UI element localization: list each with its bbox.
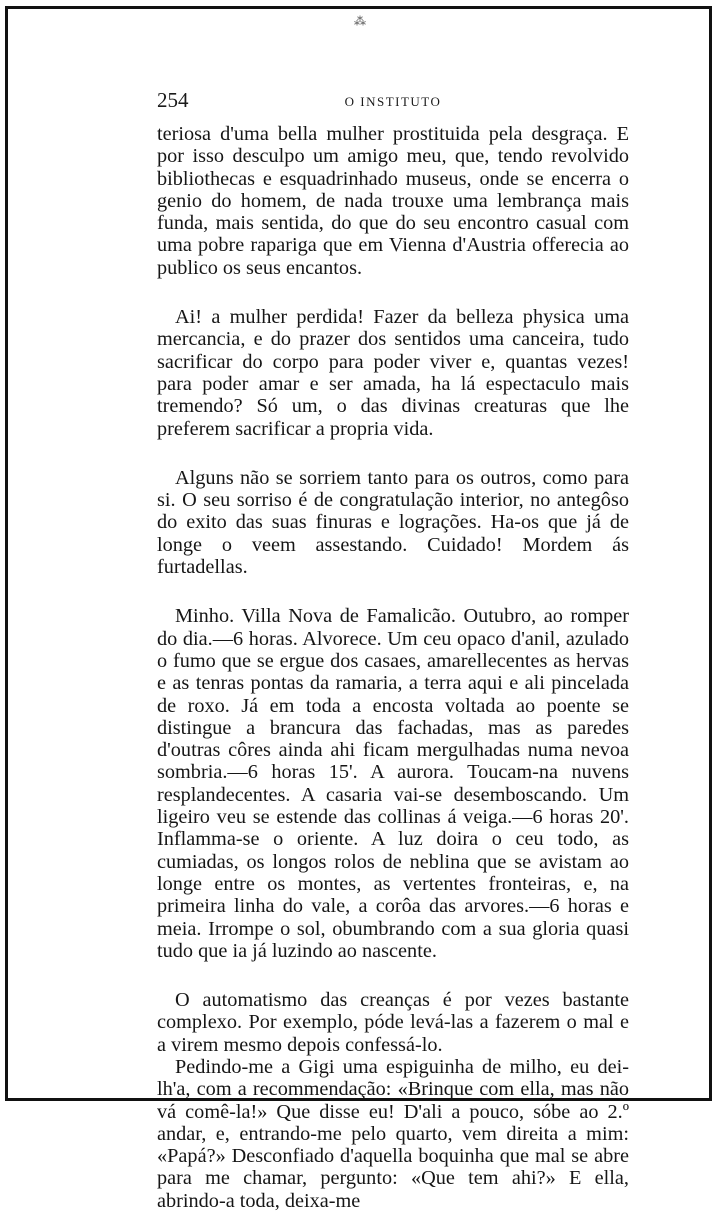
section-gap [157,962,629,989]
top-mark: ⁂ [354,14,366,28]
paragraph: teriosa d'uma bella mulher prostituida pela desgraça. E por isso desculpo um amigo meu, que, tendo revolvido bibliothecas e esquadrinhado museus, onde se encerra o genio do homem, de nada trouxe uma lembrança mais funda, mais sentida, do que do seu encontro casual com uma pobre rapariga que em Vienna d'Austria offerecia ao publico os seus encantos. [157,123,629,279]
paragraph: O automatismo das creanças é por vezes bastante complexo. Por exemplo, póde levá-las a fazerem o mal e a virem mesmo depois confessá-lo. [157,989,629,1056]
paragraph: Minho. Villa Nova de Famalicão. Outubro, ao romper do dia.—6 horas. Alvorece. Um ceu opaco d'anil, azulado o fumo que se ergue dos casaes, amarellecentes as hervas e as tenras pontas da ramaria, a terra aqui e ali pincelada de roxo. Já em toda a encosta voltada ao poente se distingue a brancura das fachadas, mas as paredes d'outras côres ainda ahi ficam mergulhadas numa nevoa sombria.—6 horas 15'. A aurora. Toucam-na nuvens resplandecentes. A casaria vai-se desemboscando. Um ligeiro veu se estende das collinas á veiga.—6 horas 20'. Inflamma-se o oriente. A luz doira o ceu todo, as cumiadas, os longos rolos de neblina que se avistam ao longe entre os montes, as vertentes fronteiras, e, na primeira linha do vale, a corôa das arvores.—6 horas e meia. Irrompe o sol, obumbrando com a sua gloria quasi tudo que ia já luzindo ao nascente. [157,605,629,962]
section-gap [157,440,629,467]
running-head [157,88,629,112]
page-number: 254 [157,88,189,112]
paragraph: Ai! a mulher perdida! Fazer da belleza physica uma mercancia, e do prazer dos sentidos uma canceira, tudo sacrificar do corpo para poder viver e, quantas vezes! para poder amar e ser amada, ha lá espectaculo mais tremendo? Só um, o das divinas creaturas que lhe preferem sacrificar a propria vida. [157,306,629,440]
paragraph: Alguns não se sorriem tanto para os outros, como para si. O seu sorriso é de congratulação interior, no antegôso do exito das suas finuras e lograções. Ha-os que já de longe o veem assestando. Cuidado! Mordem ás furtadellas. [157,466,629,579]
body-text [157,123,629,1212]
section-gap [157,578,629,605]
section-gap [157,279,629,306]
paragraph: Pedindo-me a Gigi uma espiguinha de milho, eu dei-lh'a, com a recommendação: «Brinque com ella, mas não vá comê-la!» Que disse eu! D'ali a pouco, sóbe ao 2.º andar, e, entrando-me pelo quarto, vem direita a mim: «Papá?» Desconfiado d'aquella boquinha que mal se abre para me chamar, pergunto: «Que tem ahi?» E ella, abrindo-a toda, deixa-me [157,1055,629,1212]
journal-title: O INSTITUTO [344,94,442,109]
